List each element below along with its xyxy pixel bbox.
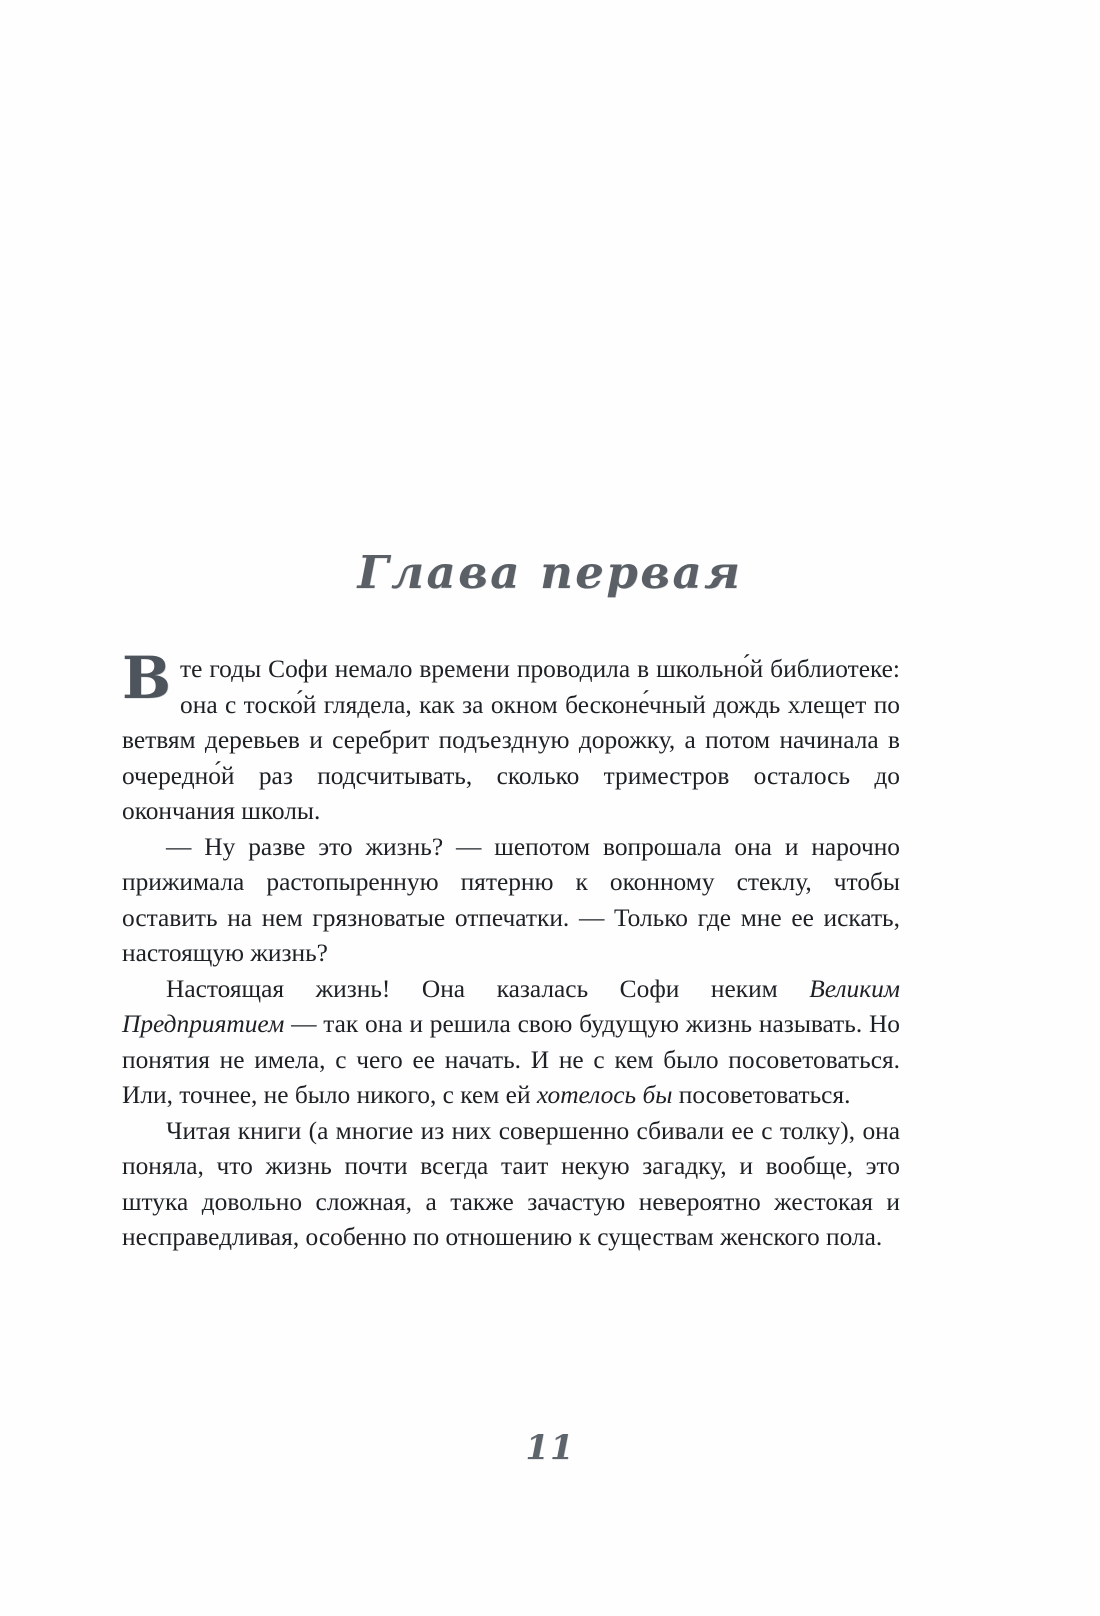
paragraph-run-emphasis: Великим Предприятием: [122, 974, 900, 1038]
paragraph: [122, 830, 900, 972]
chapter-title: Глава первая: [357, 546, 743, 600]
paragraph: [122, 972, 900, 1114]
paragraph-run: те годы Софи немало времени проводила в школьно́й библиотеке: она с тоско́й глядела, как за окном бесконе́чный дождь хлещет по ветвям деревьев и серебрит подъездную дорожку, а потом начинала в очередно́й раз подсчитывать, сколько триместров осталось до окончания школы.: [122, 655, 900, 825]
paragraph-run: — так она и решила свою будущую жизнь называть. Но понятия не имела, с чего ее начать. И не с кем было посоветоваться. Или, точнее, не было никого, с кем ей: [122, 1010, 900, 1109]
paragraph-run: посоветоваться.: [672, 1081, 851, 1109]
paragraph-run-emphasis: хотелось бы: [536, 1081, 673, 1109]
paragraph: [122, 644, 900, 830]
paragraph-run: — Ну разве это жизнь? — шепотом вопрошала она и нарочно прижимала растопыренную пятерню к оконному стеклу, чтобы оставить на нем грязноватые отпечатки. — Только где мне ее искать, настоящую жизнь?: [122, 832, 900, 967]
body-text-block: [122, 644, 900, 1256]
paragraph-run: Настоящая жизнь! Она казалась Софи неким: [166, 974, 810, 1003]
paragraph: [122, 1114, 900, 1256]
drop-cap: В: [122, 644, 172, 712]
page-number: 11: [525, 1428, 575, 1468]
paragraph-run: Читая книги (а многие из них совершенно сбивали ее с толку), она поняла, что жизнь почти всегда таит некую загадку, и вообще, это штука довольно сложная, а также зачастую невероятно жестокая и несправедливая, особенно по отношению к существам женского пола.: [122, 1116, 900, 1251]
